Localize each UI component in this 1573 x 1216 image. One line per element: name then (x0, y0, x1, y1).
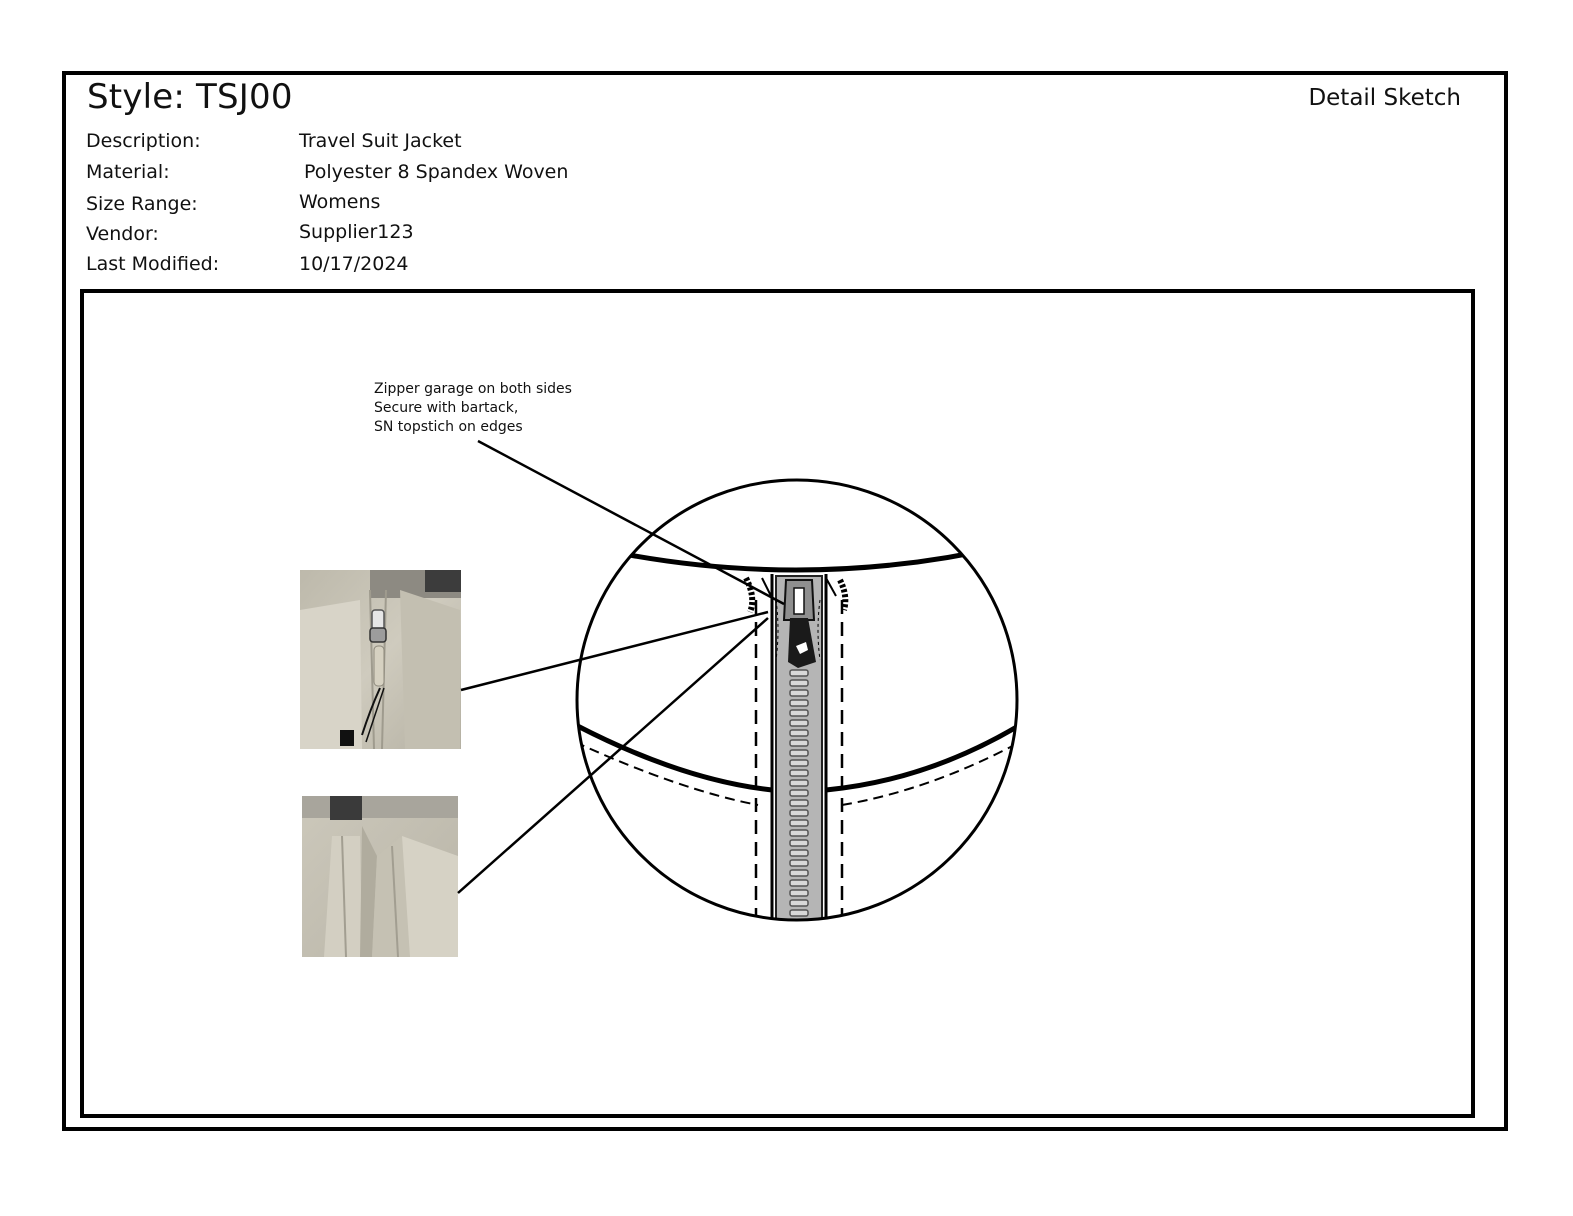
size-range-label: Size Range: (86, 193, 198, 215)
sheet-type-label: Detail Sketch (1308, 85, 1461, 111)
description-label: Description: (86, 130, 201, 152)
reference-photo-zipper-pull (300, 570, 461, 749)
description-value: Travel Suit Jacket (299, 130, 462, 152)
style-title: Style: TSJ00 (87, 77, 293, 117)
material-value: Polyester 8 Spandex Woven (304, 161, 569, 183)
callout-line: Zipper garage on both sides (374, 381, 572, 397)
last-modified-value: 10/17/2024 (299, 253, 409, 275)
callout-line: SN topstich on edges (374, 419, 523, 435)
size-range-value: Womens (299, 191, 381, 213)
vendor-value: Supplier123 (299, 221, 414, 243)
callout-note (374, 380, 572, 437)
vendor-label: Vendor: (86, 223, 159, 245)
sketch-frame (80, 289, 1475, 1118)
reference-photo-zipper-garage (302, 796, 458, 957)
last-modified-label: Last Modified: (86, 253, 220, 275)
callout-line: Secure with bartack, (374, 400, 519, 416)
material-label: Material: (86, 161, 170, 183)
